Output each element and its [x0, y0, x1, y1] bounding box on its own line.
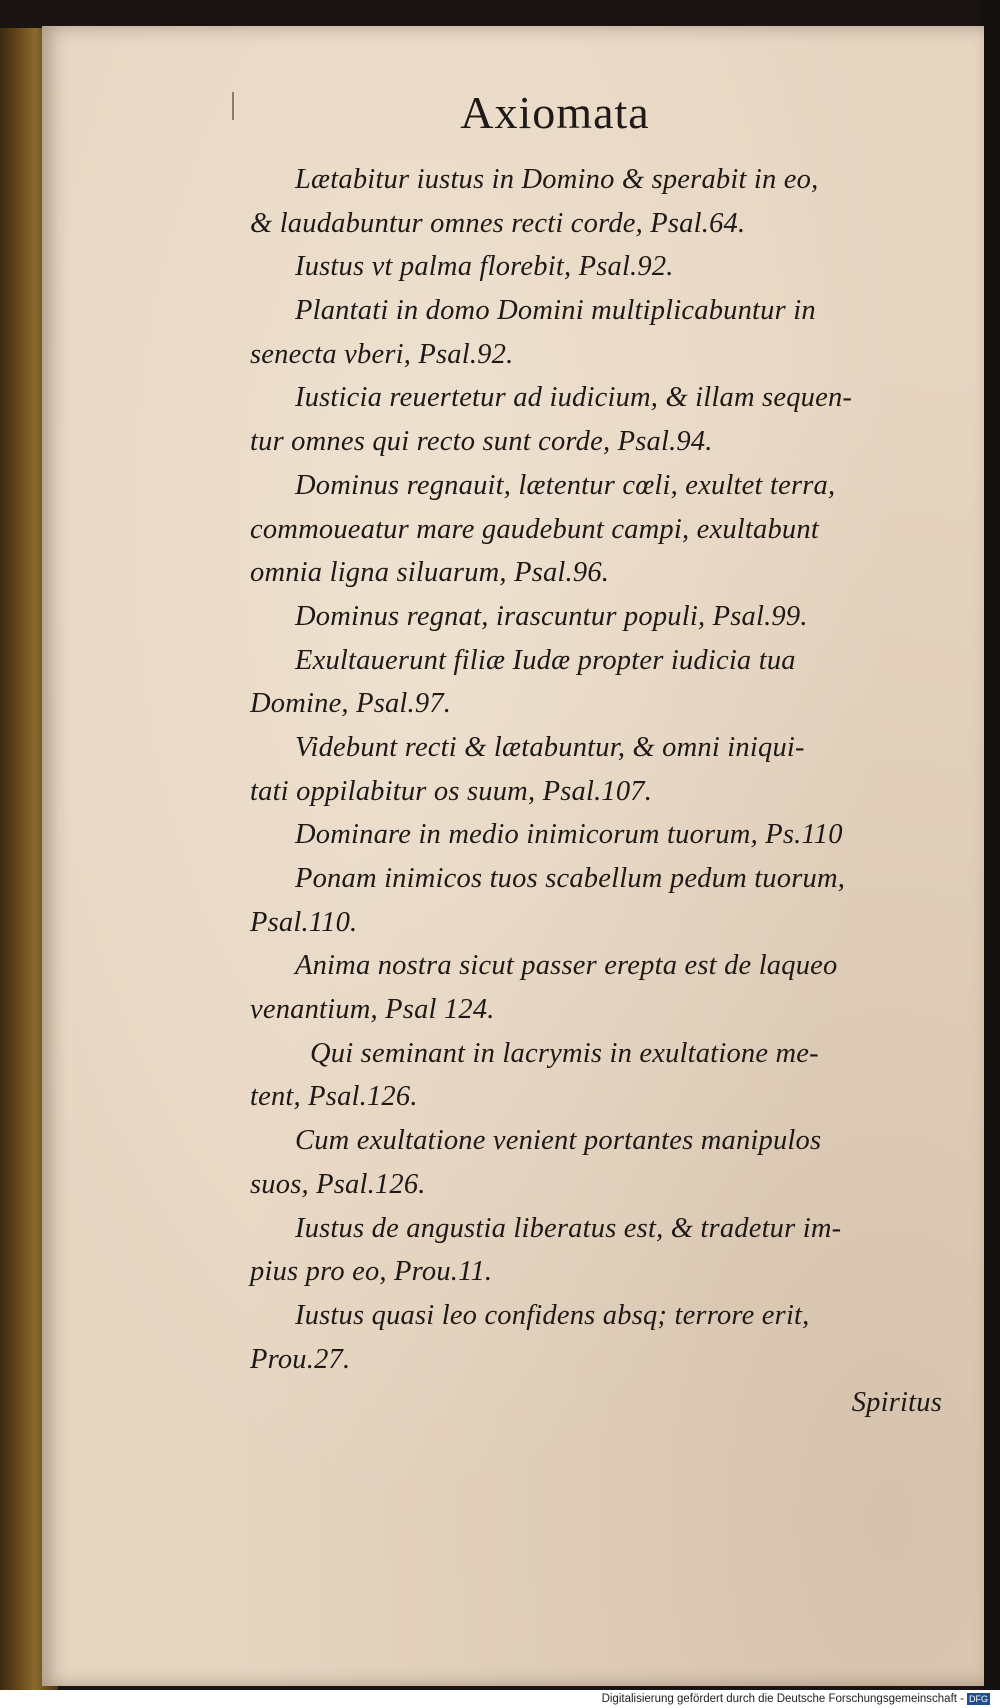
text-line: & laudabuntur omnes recti corde, Psal.64. [250, 207, 746, 239]
text-line: venantium, Psal 124. [250, 994, 495, 1026]
text-line: Qui seminant in lacrymis in exultatione me- [310, 1037, 819, 1069]
text-line: Iustus de angustia liberatus est, & tradetur im- [295, 1212, 842, 1244]
text-line: tati oppilabitur os suum, Psal.107. [250, 775, 653, 807]
text-line: pius pro eo, Prou.11. [250, 1256, 493, 1288]
text-line: Exultauerunt filiæ Iudæ propter iudicia tua [295, 644, 796, 676]
footer-text: Digitalisierung gefördert durch die Deutsche Forschungsgemeinschaft - [601, 1693, 964, 1705]
text-line: Psal.110. [250, 906, 358, 938]
text-line: Ponam inimicos tuos scabellum pedum tuorum, [295, 863, 846, 894]
page-text [250, 158, 950, 1425]
text-line: Dominus regnat, irascuntur populi, Psal.99. [295, 600, 808, 632]
text-line: Anima nostra sicut passer erepta est de laqueo [295, 950, 838, 982]
text-line: Iusticia reuertetur ad iudicium, & illam sequen- [295, 382, 853, 414]
text-line: Plantati in domo Domini multiplicabuntur in [295, 295, 816, 327]
text-line: Iustus vt palma florebit, Psal.92. [295, 251, 674, 283]
text-line: omnia ligna siluarum, Psal.96. [250, 557, 610, 589]
text-line: Dominare in medio inimicorum tuorum, Ps.110 [295, 819, 843, 851]
digitization-footer [0, 1690, 990, 1708]
text-line: Cum exultatione venient portantes manipulos [295, 1125, 822, 1157]
dfg-logo: DFG [969, 1693, 988, 1704]
text-line: Lætabitur iustus in Domino & sperabit in eo, [295, 164, 819, 195]
text-line: Dominus regnauit, lætentur cœli, exultet terra, [295, 469, 836, 501]
text-line: commoueatur mare gaudebunt campi, exultabunt [250, 513, 819, 545]
text-line: Prou.27. [250, 1343, 351, 1375]
text-line: Videbunt recti & lætabuntur, & omni iniqui- [295, 731, 805, 763]
text-line: suos, Psal.126. [250, 1168, 426, 1200]
text-line: Iustus quasi leo confidens absq; terrore erit, [295, 1299, 810, 1331]
text-line: Domine, Psal.97. [250, 688, 452, 720]
text-line: tur omnes qui recto sunt corde, Psal.94. [250, 426, 713, 458]
text-line: tent, Psal.126. [250, 1081, 418, 1113]
running-head: Axiomata [460, 87, 650, 138]
catchword: Spiritus [851, 1387, 942, 1419]
text-line: senecta vberi, Psal.92. [250, 338, 514, 370]
